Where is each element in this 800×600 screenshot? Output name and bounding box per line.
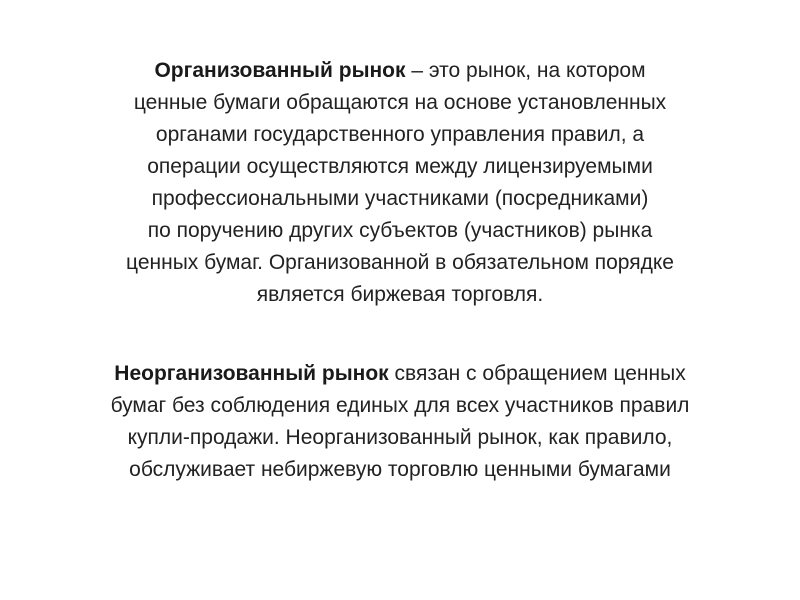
paragraph-line [30,358,770,390]
paragraph-line: купли-продажи. Неорганизованный рынок, как правило, [127,426,673,449]
paragraph-line: обслуживает небиржевую торговлю ценными бумагами [129,458,671,481]
organized-market-term: Организованный рынок [154,59,406,82]
paragraph-line: по поручению других субъектов (участников) рынка [147,219,653,242]
unorganized-market-paragraph [30,358,770,486]
paragraph-line: профессиональными участниками (посредниками) [151,187,649,210]
organized-market-paragraph [30,55,770,311]
paragraph-line: является биржевая торговля. [256,283,544,306]
paragraph-line: операции осуществляются между лицензируемыми [147,155,653,178]
definition-text: – это рынок, на котором [405,59,646,82]
paragraph-line: ценные бумаги обращаются на основе установленных [133,91,667,114]
unorganized-market-term: Неорганизованный рынок [114,362,389,385]
paragraph-line: ценных бумаг. Организованной в обязательном порядке [126,251,674,274]
definition-text: связан с обращением ценных [388,362,686,385]
paragraph-line: бумаг без соблюдения единых для всех участников правил [110,394,690,417]
paragraph-line [30,55,770,87]
paragraph-line: органами государственного управления правил, а [155,123,645,146]
